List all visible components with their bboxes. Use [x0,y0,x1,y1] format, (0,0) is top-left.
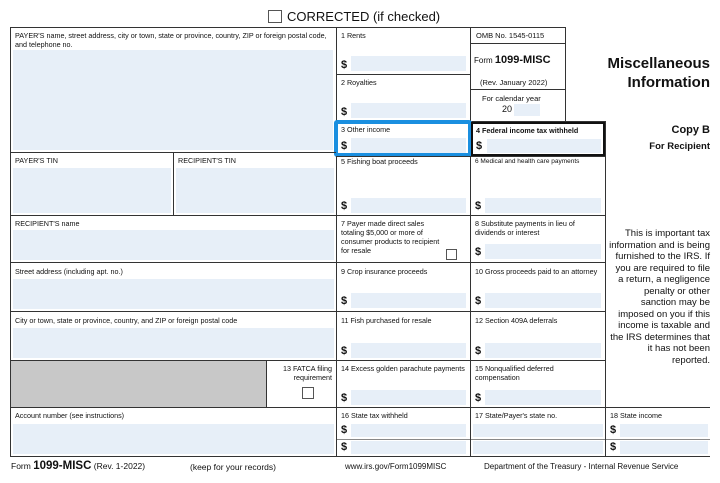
box2-royalties[interactable]: 2 Royalties $ [337,75,470,121]
copy-b-notice: This is important tax information and is being furnished to the IRS. If you are required to file a return, a negligence penalty or other sanction may be imposed on you if this income is taxable and the IRS determines that it has not been reported. [609,228,710,366]
form-id: Form 1099-MISC [474,54,551,66]
fatca-filing-field[interactable]: 13 FATCA filing requirement [267,361,336,407]
box17-state-payer-no[interactable]: 17 State/Payer's state no. [471,408,605,456]
form-title: Miscellaneous Information [607,55,710,91]
payer-name-field[interactable]: PAYER'S name, street address, city or town, state or province, country, ZIP or foreign postal code, and telephone no. [11,28,336,152]
box12-section-409a[interactable]: 12 Section 409A deferrals $ [471,312,605,360]
payer-tin-field[interactable]: PAYER'S TIN [11,153,173,215]
gray-shaded-area [11,361,266,407]
box6-medical-payments[interactable]: 6 Medical and health care payments $ [471,157,605,215]
calendar-year-input[interactable] [514,104,540,116]
copy-b-title: Copy B [671,124,710,136]
box9-crop-insurance[interactable]: 9 Crop insurance proceeds $ [337,263,470,311]
footer-department: Department of the Treasury - Internal Revenue Service [484,462,679,471]
box14-golden-parachute[interactable]: 14 Excess golden parachute payments $ [341,364,465,404]
account-number-field[interactable]: Account number (see instructions) [11,408,336,456]
recipient-tin-field[interactable]: RECIPIENT'S TIN [174,153,336,215]
copy-b-subtitle: For Recipient [649,141,710,152]
fatca-checkbox[interactable] [302,387,314,399]
box16-state-tax-withheld[interactable]: 16 State tax withheld $ $ [337,408,470,456]
box1-rents[interactable]: 1 Rents $ [337,28,470,74]
box3-highlight [334,120,472,157]
box10-attorney-proceeds[interactable]: 10 Gross proceeds paid to an attorney $ [471,263,605,311]
form-revision: (Rev. January 2022) [480,78,548,87]
recipient-name-field[interactable]: RECIPIENT'S name [11,216,336,262]
footer-keep: (keep for your records) [190,462,276,472]
corrected-label: CORRECTED (if checked) [287,9,441,24]
corrected-checkbox[interactable] [268,10,282,23]
box4-federal-tax-withheld[interactable]: 4 Federal income tax withheld $ [471,122,605,156]
calendar-year: 20 [502,104,513,114]
box5-fishing-boat-proceeds[interactable]: 5 Fishing boat proceeds $ [337,157,470,215]
omb-number: OMB No. 1545-0115 [476,31,545,40]
box15-nonqualified-comp[interactable]: 15 Nonqualified deferred compensation $ [471,361,605,407]
box18-state-income[interactable]: 18 State income $ $ [606,408,710,456]
box7-checkbox[interactable] [446,249,457,260]
box11-fish-purchased[interactable]: 11 Fish purchased for resale $ [337,312,470,360]
recipient-city-field[interactable]: City or town, state or province, country, and ZIP or foreign postal code [11,312,336,360]
box7-direct-sales[interactable]: 7 Payer made direct sales totaling $5,000 or more of consumer products to recipient for resale [337,216,470,262]
recipient-street-field[interactable]: Street address (including apt. no.) [11,263,336,311]
footer-form-id: Form 1099-MISC (Rev. 1-2022) [11,460,146,472]
box8-substitute-payments[interactable]: 8 Substitute payments in lieu of dividends or interest $ [471,216,605,262]
calendar-year-label: For calendar year [482,94,541,103]
box3-other-income[interactable]: 3 Other income $ [337,122,470,156]
footer-url: www.irs.gov/Form1099MISC [345,462,447,471]
